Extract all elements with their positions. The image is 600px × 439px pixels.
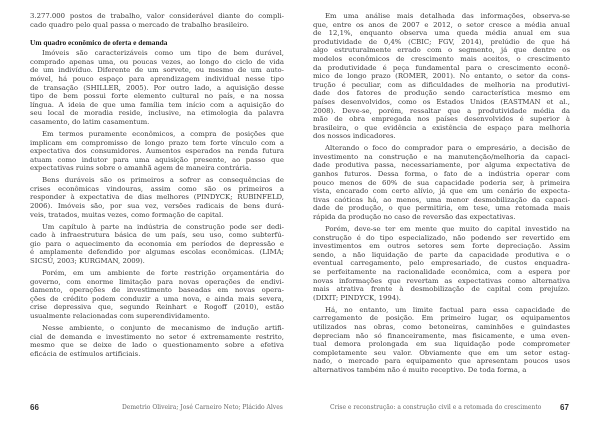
- text-line: Nesse ambiente, o conjunto de mecanismo de indução artifi-: [42, 323, 284, 332]
- text-line: tivas caóticas há, ao menos, uma menor desmobilização da capaci-: [313, 195, 570, 204]
- text-line: nado, o mercado para equipamento que apresentam poucos usos: [313, 357, 570, 366]
- right-page-body: [313, 12, 570, 378]
- text-line: de transação (SHILLER, 2005). Por outro lado, a aquisição desse: [30, 83, 284, 92]
- text-line: governo, com enorme limitação para novas operações de endivi-: [30, 277, 284, 286]
- paragraph: [30, 269, 284, 321]
- text-line: cado à infraestrutura básica de um país, seu uso, como subterfú-: [30, 231, 284, 240]
- text-line: expectativas ruins sobre o amanhã agem de maneira contrária.: [30, 164, 252, 173]
- page-number-left: 66: [30, 403, 39, 412]
- text-line: ções de crédito podem conduzir a uma nova, e ainda mais severa,: [30, 294, 284, 303]
- paragraph: [30, 176, 284, 219]
- text-line: países desenvolvidos, como os Estados Unidos (EASTMAN et al.,: [313, 97, 570, 106]
- text-line: implicam em compromisso de longo prazo tem forte vínculo com a: [30, 138, 284, 147]
- text-line: expectativa dos consumidores. Aumentos esperados na renda futura: [30, 147, 284, 156]
- text-line: vista, encarado com certo alívio, já que em um cenário de expecta-: [313, 187, 570, 196]
- text-line: mesmo que se deixe de lado o questionamento sobre a efetiva: [30, 341, 284, 350]
- text-line: pouco menos de 60% de sua capacidade poderia ser, à primeira: [313, 178, 570, 187]
- text-line: atuam como indutor para uma aquisição presente, ao passo que: [30, 155, 284, 164]
- paragraph: [30, 49, 284, 126]
- paragraph: [313, 144, 570, 221]
- text-line: comprado apenas uma, ou poucas vezes, ao longo do ciclo de vida: [30, 57, 284, 66]
- text-line: algo estruturalmente errado com o segmento, já que dentre os: [313, 46, 570, 55]
- text-line: 2008). Deve-se, porém, ressaltar que a produtividade média da: [313, 106, 570, 115]
- text-line: depreciam não só financeiramente, mas fisicamente, e uma even-: [313, 331, 570, 340]
- text-line: crises econômicas vindouras, assim como são os primeiros a: [30, 184, 284, 193]
- left-continuation-text: [30, 12, 284, 29]
- text-line: seu local de moradia reside, inclusive, na etimologia da palavra: [30, 109, 284, 118]
- text-line: Há, no entanto, um limite factual para essa capacidade de: [325, 305, 570, 314]
- text-line: 2006). Imóveis são, por sua vez, versões radicais de bens durá-: [30, 202, 284, 211]
- text-line: Um capítulo à parte na indústria de construção pode ser dedi-: [42, 222, 284, 231]
- running-footer-authors: Demetrio Oliveira; José Carneiro Neto; Plácido Alves: [122, 404, 283, 411]
- text-line: utilizados nas obras, como betoneiras, caminhões e guindastes: [313, 322, 570, 331]
- text-line: 3.277.000 postos de trabalho, valor considerável diante do compli-: [30, 12, 284, 20]
- section-heading: Um quadro econômico de oferta e demanda: [30, 38, 168, 48]
- text-line: se perfeitamente na racionalidade econômica, com a espera por: [313, 268, 570, 276]
- text-line: é amplamente defendido por algumas escolas econômicas. (LIMA;: [30, 248, 284, 257]
- text-line: veis, tratados, muitas vezes, como formação de capital.: [30, 210, 224, 219]
- text-line: Porém, em um ambiente de forte restrição orçamentária do: [42, 269, 284, 277]
- text-line: SICSÚ, 2003; KURGMAN, 2009).: [30, 257, 145, 266]
- text-line: cial de demanda e investimento no setor é extremamente restrito,: [30, 332, 284, 341]
- text-line: dade dos fatores de produção sendo característica mesmo em: [313, 89, 570, 98]
- text-line: casamento, do latim casamentum.: [30, 117, 150, 126]
- text-line: mico de longo prazo (ROMER, 2001). No entanto, o setor da cons-: [313, 72, 570, 81]
- paragraph: [313, 306, 570, 375]
- paragraph: [30, 12, 284, 29]
- text-line: sendo, a não liquidação de parte da capacidade produtiva e o: [313, 250, 570, 259]
- text-line: construção é do tipo especializado, não podendo ser revertido em: [313, 233, 570, 242]
- text-line: mão de obra empregada nos países desenvolvidos é superior à: [313, 115, 570, 124]
- text-line: damento, operações de investimento baseadas em novas opera-: [30, 286, 284, 295]
- text-line: Em termos puramente econômicos, a compra de posições que: [42, 129, 284, 138]
- text-line: investimento na construção e na manutenção/melhoria da capaci-: [313, 152, 570, 161]
- text-line: de um indivíduo. Diferente de um sorvete, ou mesmo de um auto-: [30, 66, 284, 75]
- text-line: produtividade de 0,4% (CBIC; FGV, 2014), prelúdio de que há: [313, 37, 570, 46]
- text-line: carregamento de posição. Em primeiro lugar, os equipamentos: [313, 314, 570, 323]
- text-line: tipo de bem possui forte elemento cultural no país, e na nossa: [30, 92, 284, 101]
- text-line: Imóveis são caracterizáveis como um tipo de bem durável,: [42, 49, 284, 58]
- text-line: Porém, deve-se ter em mente que muito do capital investido na: [325, 225, 570, 234]
- text-line: rápida da produção no caso de reversão das expectativas.: [313, 213, 516, 222]
- text-line: eficácia de estímulos artificiais.: [30, 349, 141, 358]
- text-line: mais atrativa frente à desmobilização de capital com prejuízo.: [313, 285, 570, 294]
- right-paragraphs: [313, 12, 570, 375]
- text-line: dade produtiva passa, necessariamente, por alguma expectativa de: [313, 161, 570, 170]
- paragraph: [30, 130, 284, 173]
- text-line: trução é peculiar, com as dificuldades de melhoria na produtivi-: [313, 80, 570, 89]
- paragraph: [313, 12, 570, 141]
- text-line: móvel, há pouco espaço para aprendizagem individual nesse tipo: [30, 74, 284, 83]
- text-line: usualmente relacionadas com superendividamento.: [30, 311, 210, 320]
- text-line: novas informações que revertam as expectativas como alternativa: [313, 276, 570, 285]
- text-line: Alterando o foco do comprador para o empresário, a decisão de: [325, 144, 570, 153]
- text-line: que, entre os anos de 2007 e 2012, o setor cresce a média anual: [313, 20, 570, 29]
- text-line: completamente seu valor. Obviamente que em um setor estag-: [313, 348, 570, 357]
- text-line: língua. A ideia de que uma família tem início com a aquisição do: [30, 100, 284, 109]
- text-line: (DIXIT; PINDYCK, 1994).: [313, 293, 401, 302]
- text-line: investimentos em outros setores sem forte depreciação. Assim: [313, 242, 570, 251]
- text-line: gio para o aquecimento da economia em períodos de depressão e: [30, 239, 284, 248]
- text-line: Em uma análise mais detalhada das informações, observa-se: [325, 12, 570, 20]
- running-footer-title: Crise e reconstrução: a construção civil e a retomada do crescimento: [330, 404, 542, 411]
- text-line: ganhos futuros. Dessa forma, o fato de a indústria operar com: [313, 170, 570, 179]
- text-line: responder à expectativa de dias melhores (PINDYCK; RUBINFELD,: [30, 193, 284, 202]
- text-line: alternativos também não é muito receptivo. De toda forma, a: [313, 365, 527, 374]
- text-line: cado quadro pelo qual passa o mercado de trabalho brasileiro.: [30, 20, 249, 29]
- left-page-body: [30, 12, 284, 362]
- text-line: Bens duráveis são os primeiros a sofrer as consequências de: [42, 176, 284, 185]
- text-line: da produtividade é peça fundamental para o crescimento econô-: [313, 63, 570, 72]
- text-line: brasileira, o que evidência a existência de espaço para melhoria: [313, 123, 570, 132]
- text-line: crise depressiva que, segundo Reinhart e Rogoff (2010), estão: [30, 303, 284, 312]
- text-line: de 12,1%, enquanto observa uma queda média anual em sua: [313, 29, 570, 38]
- text-line: dade de produção, o que permitiria, em tese, uma retomada mais: [313, 204, 570, 213]
- paragraph: [30, 223, 284, 266]
- paragraph: [313, 225, 570, 302]
- text-line: dos nossos indicadores.: [313, 132, 396, 141]
- text-line: tual demora prolongada em sua liquidação pode comprometer: [313, 340, 570, 349]
- left-paragraphs: [30, 49, 284, 358]
- text-line: eventual carregamento, pelo empresariado, de custos enquadra-: [313, 259, 570, 268]
- page-number-right: 67: [560, 403, 569, 412]
- paragraph: [30, 324, 284, 358]
- text-line: modelos econômicos de crescimento mais aceitos, o crescimento: [313, 54, 570, 63]
